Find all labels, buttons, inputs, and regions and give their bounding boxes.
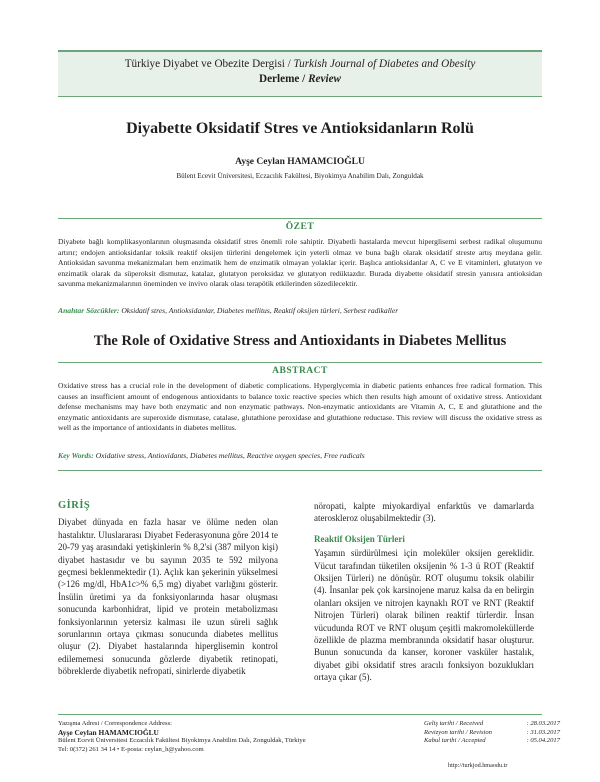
abstract-keywords-label: Key Words: (58, 451, 94, 460)
correspondence-contact: Tel: 0(372) 261 34 14 • E-posta: ceylan_h@yahoo.com (58, 745, 204, 753)
abstract-keywords-list: Oxidative stress, Antioxidants, Diabetes mellitus, Reactive oxygen species, Free radicals (95, 451, 365, 460)
rot-heading: Reaktif Oksijen Türleri (314, 533, 405, 544)
dates-block (424, 720, 560, 746)
abstract-keywords (58, 451, 542, 460)
journal-separator: / (287, 58, 291, 70)
journal-name-line (58, 58, 542, 70)
divider-body (58, 470, 542, 471)
date-revision-value: : 31.03.2017 (526, 728, 560, 736)
date-accepted-label: Kabul tarihi / Accepted (424, 737, 486, 744)
divider-ozet (58, 218, 542, 219)
date-revision (424, 729, 560, 738)
article-type-separator: / (302, 73, 306, 85)
journal-url: http://turkjod.hmaodu.tr (448, 762, 508, 769)
author-affiliation: Bülent Ecevit Üniversitesi, Eczacılık Fakültesi, Biyokimya Anabilim Dalı, Zonguldak (176, 172, 424, 180)
correspondence-block (58, 720, 378, 754)
date-revision-label: Revizyon tarihi / Revision (424, 728, 492, 736)
correspondence-label: Yazışma Adresi / Correspondence Address: (58, 720, 172, 727)
ozet-keywords-label: Anahtar Sözcükler: (58, 306, 120, 315)
article-type-en: Review (308, 73, 341, 85)
article-type-line (58, 73, 542, 85)
date-received-label: Geliş tarihi / Received (424, 720, 484, 727)
title-english: The Role of Oxidative Stress and Antioxidants in Diabetes Mellitus (93, 333, 507, 349)
correspondence-name: Ayşe Ceylan HAMAMCIOĞLU (58, 727, 159, 737)
date-accepted (424, 737, 560, 746)
journal-header (58, 50, 542, 97)
date-accepted-value: : 05.04.2017 (526, 737, 560, 744)
ozet-keywords (58, 306, 542, 315)
body-left-column (58, 500, 278, 678)
divider-footer (58, 714, 542, 715)
body-right-column (314, 500, 534, 684)
date-received (424, 720, 560, 729)
giris-heading: GİRİŞ (58, 500, 91, 511)
journal-name-en: Turkish Journal of Diabetes and Obesity (293, 58, 476, 70)
abstract-text: Oxidative stress has a crucial role in the development of diabetic complications. Hyperglycemia in diabetic patients enhances free radical formation. This causes an insufficient amount of endogenous antioxidants to balance toxic reactive species which then results high amount of oxidative stress. Antioxidant defense mechanisms may have both enzymatic and non enzymatic pathways. Non-enzymatic antioxidants are Vitamin A, C, E and glutathione and the enzymatic antioxidants are superoxide dismutase, catalase, glutathione peroxidase and glutathione reductase. This review will discuss the oxidative stress as well as the importance of antioxidants in diabetes mellitus. (58, 381, 542, 433)
correspondence-affiliation: Bülent Ecevit Üniversitesi Eczacılık Fakültesi Biyokimya Anabilim Dalı, Zonguldak, Türkiye (58, 737, 306, 744)
abstract-heading: ABSTRACT (272, 366, 328, 376)
journal-name-tr: Türkiye Diyabet ve Obezite Dergisi (124, 58, 285, 70)
author-name: Ayşe Ceylan HAMAMCIOĞLU (235, 157, 365, 167)
ozet-keywords-list: Oksidatif stres, Antioksidanlar, Diabetes mellitus, Reaktif oksijen türleri, Serbest radikaller (121, 306, 399, 315)
right-intro-text: nöropati, kalpte miyokardiyal enfarktüs ve damarlarda ateroskleroz oluşabilmektedir (3). (314, 501, 534, 524)
title-turkish: Diyabette Oksidatif Stres ve Antioksidanların Rolü (126, 120, 474, 137)
article-type-tr: Derleme (258, 73, 300, 85)
divider-abstract (58, 362, 542, 363)
ozet-text: Diyabete bağlı komplikasyonlarının oluşmasında oksidatif stres önemli role sahiptir. Diyabetli hastalarda mevcut hiperglisemi serbest radikal oluşumunu artırır; endojen antioksidanlar toksik reaktif oksijen türlerini dengelemek için yeterli olmaz ve buna bağlı olarak oksidatif streste artış meydana gelir. Antioksidan savunma mekanizmaları hem enzimatik hem de enzimatik olmayan yolaklar içerir. Başlıca antioksidanlar A, C ve E vitaminleri, glutatyon ve enzimatik olarak da süperoksit dismutaz, katalaz, glutatyon peroksidaz ve glutatyon redüktazdır. Burada diyabette oksidatif stresin yanısıra antioksidan savunma mekanizmalarının öneminden ve invivo olarak olası terapötik etkilerinden sözedilecektir. (58, 237, 542, 289)
ozet-heading: ÖZET (285, 222, 315, 232)
date-received-value: : 28.03.2017 (526, 720, 560, 727)
rot-text: Yaşamın sürdürülmesi için moleküler oksijen gereklidir. Vücut tarafından tüketilen oksijenin % 1-3 ü ROT (Reaktif Oksijen Türleri) ne dönüşür. ROT oluşumu toksik olabilir (4). İnsanlar pek çok karsinojene maruz kalsa da en belirgin olanları oksijen ve nitrojen kaynaklı ROT ve RNT (Reaktif Nitrojen Türleri) olarak bilinen reaktif türlerdir. İnsan vücudunda ROT ve RNT oluşum çeşitli makromoleküllerde özellikle de plazma membranında oksidatif hasar oluşturur. Bunun sonucunda da kanser, koroner vasküler hastalık, diyabet gibi oksidatif stres aracılı fonksiyon bozuklukları ortaya çıkar (5). (314, 548, 534, 683)
giris-text: Diyabet dünyada en fazla hasar ve ölüme neden olan hastalıktır. Uluslararası Diyabet Federasyonuna göre 2014 te 20-79 yaş arasındaki yetişkinlerin % 8,2'si (387 milyon kişi) diyabet hastasıdır ve bu sayının 2035 te 592 milyona geçmesi beklenmektedir (1). Açlık kan şekerinin yükselmesi (>126 mg/dl, HbA1c>% 6,5 mg) diyabet varlığını gösterir. İnsülin üretimi ya da fonksiyonlarında hasar oluşması sonucunda karbonhidrat, lipid ve protein metabolizması fonksiyonlarının yetersiz kalması ile uzun süreli sağlık sorunlarının ortaya çıkması sonucunda diabetes mellitus oluşur (2). Diyabet hastalarında hiperglisemin kontrol edilememesi sonucunda gözlerde diyabetik retinopati, böbreklerde diyabetik nefropati, sinirlerde diyabetik (58, 517, 278, 677)
